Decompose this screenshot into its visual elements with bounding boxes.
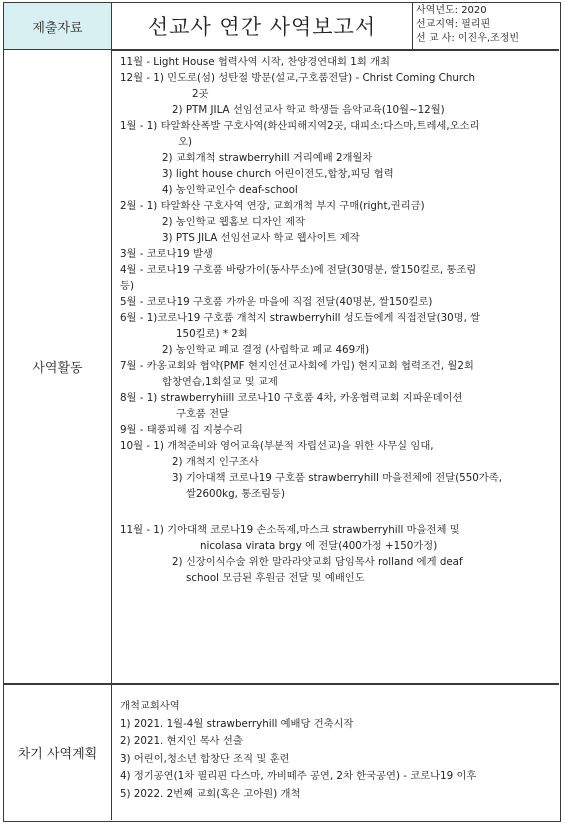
activity-line: 5월 - 코로나19 구호품 가까운 마을에 직접 전달(40명분, 쌀150킬로) (120, 296, 433, 308)
activity-line: 2월 - 1) 타알화산 구호사역 연장, 교회개척 부지 구매(right,권리금) (120, 200, 425, 212)
activity-line: 2) PTM JILA 선임선교사 학교 학생들 음악교육(10월~12월) (172, 104, 445, 116)
activity-line: 쌀2600kg, 통조림등) (186, 488, 286, 500)
activity-line: 7월 - 카옹교회와 협약(PMF 현지인선교사회에 가입) 현지교회 협력조건, 월2회 (120, 360, 474, 372)
activity-line: 1월 - 1) 타알화산폭발 구호사역(화산피해지역2곳, 대피소:다스마,트레세,오소리 (120, 120, 480, 132)
activity-line: 11월 - Light House 협력사역 시작, 찬양경연대회 1회 개최 (120, 56, 390, 68)
plan-item: 3) 어린이,청소년 합창단 조직 및 훈련 (120, 752, 290, 765)
activity-line: 2) 농인학교 폐교 결정 (사립학교 폐교 469개) (162, 344, 370, 356)
activity-line: 11월 - 1) 기아대책 코로나19 손소독제,마스크 strawberryhill 마을전체 및 (120, 524, 460, 536)
activity-line: 3월 - 코로나19 발생 (120, 248, 213, 260)
meta-year: 사역년도: 2020 (416, 5, 487, 16)
activity-line: 2) 개척지 인구조사 (172, 456, 259, 468)
plan-item: 5) 2022. 2번째 교회(혹은 고아원) 개척 (120, 787, 301, 800)
activity-line: nicolasa virata brgy 에 전달(400가정 +150가정) (200, 540, 438, 552)
activity-line: 합창연습,1회설교 및 교제 (162, 376, 278, 388)
activity-line: 9월 - 태풍피해 집 지붕수리 (120, 424, 243, 436)
activity-line: 구호품 전달 (176, 408, 230, 420)
activity-line: school 모금된 후원금 전달 및 예배인도 (186, 572, 365, 584)
meta-region: 선교지역: 필리핀 (416, 19, 491, 30)
plan-label: 차기 사역계획 (4, 685, 112, 820)
report-header (4, 3, 559, 51)
activities-content (120, 54, 552, 586)
activity-line: 2) 신장이식수술 위한 말라라얏교회 담임목사 rolland 에게 deaf (172, 556, 463, 568)
activity-line: 3) 기아대책 코로나19 구호품 strawberryhill 마을전체에 전달(550가족, (172, 472, 502, 484)
plan-heading: 개척교회사역 (120, 700, 180, 712)
plan-section (4, 685, 559, 820)
plan-item: 2) 2021. 현지인 목사 선출 (120, 735, 243, 747)
activity-line: 3) PTS JILA 선임선교사 학교 웹사이트 제작 (162, 232, 360, 244)
activity-line: 2곳 (192, 88, 209, 100)
report-sheet (3, 2, 561, 822)
activity-line: 4) 농인학교인수 deaf-school (162, 184, 298, 196)
activity-line: 4월 - 코로나19 구호품 바랑가이(동사무소)에 전달(30명분, 쌀150킬로, 통조림 (120, 264, 477, 276)
submission-label: 제출자료 (4, 3, 112, 49)
activities-label: 사역활동 (4, 50, 112, 683)
activity-line: 등) (120, 280, 134, 292)
activity-line: 3) light house church 어린이전도,합창,피딩 협력 (162, 168, 394, 180)
report-meta (416, 4, 558, 46)
activities-section (4, 50, 559, 685)
activity-line: 6월 - 1)코로나19 구호품 개척지 strawberryhill 성도들에게 직접전달(30명, 쌀 (120, 312, 481, 324)
activity-line: 8월 - 1) strawberryhiill 코로나10 구호품 4차, 카옹협력교회 지파운데이션 (120, 392, 463, 404)
plan-content (120, 698, 552, 803)
meta-missionary: 선 교 사: 이진우,조정빈 (416, 33, 520, 44)
activity-line: 2) 농인학교 웹홈보 디자인 제작 (162, 216, 306, 228)
activity-line: 12월 - 1) 민도로(섬) 성탄절 방문(설교,구호품전달) - Christ Coming Church (120, 72, 476, 84)
activity-line: 2) 교회개척 strawberryhill 거리예배 2개월차 (162, 152, 373, 164)
activity-line: 150킬로) * 2회 (176, 328, 248, 340)
activity-line: 10월 - 1) 개척준비와 영어교육(부분적 자립선교)을 위한 사무실 임대, (120, 440, 434, 452)
plan-item: 4) 정기공연(1차 필리핀 다스마, 까비떼주 공연, 2차 한국공연) - 코로나19 이후 (120, 770, 477, 782)
activity-line: 오) (178, 136, 192, 148)
plan-item: 1) 2021. 1월-4월 strawberryhill 예배당 건축시작 (120, 717, 354, 730)
page-title: 선교사 연간 사역보고서 (112, 3, 413, 49)
